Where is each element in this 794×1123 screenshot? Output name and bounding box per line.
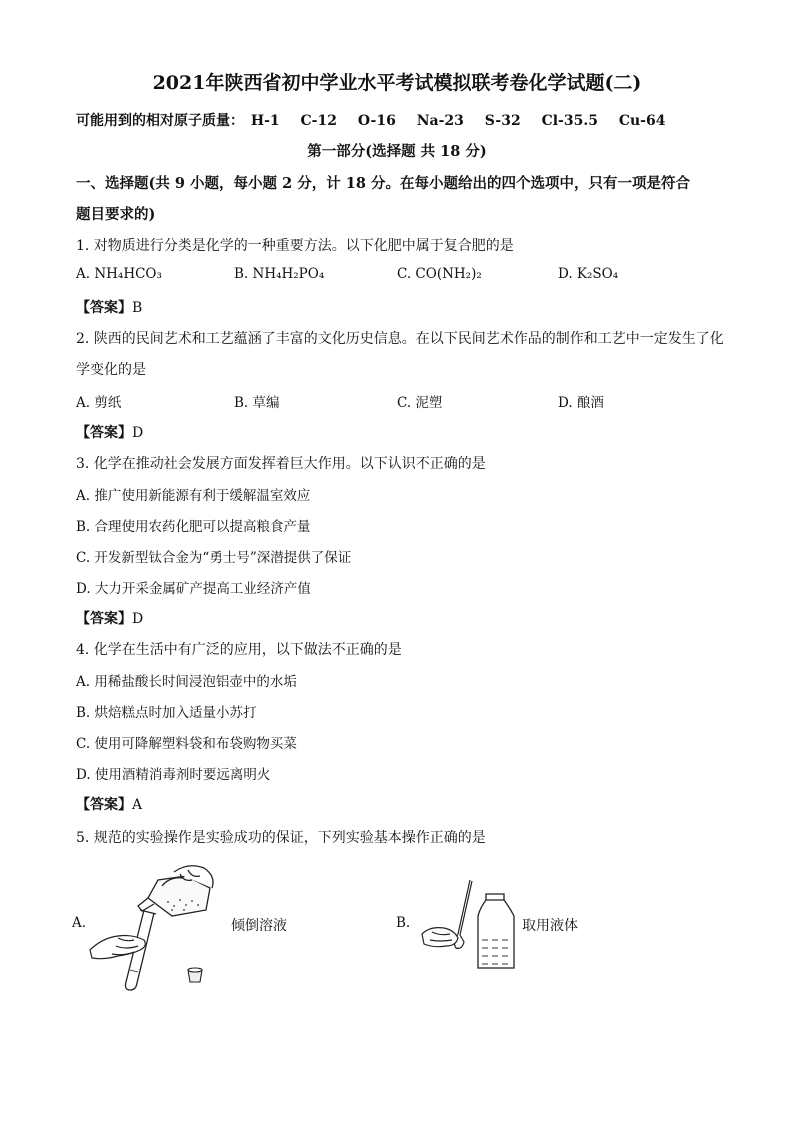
- question-4-stem: 4. 化学在生活中有广泛的应用，以下做法不正确的是: [76, 642, 402, 658]
- page-title: 2021年陕西省初中学业水平考试模拟联考卷化学试题(二): [152, 72, 642, 94]
- atomic-mass-item: Cl-35.5: [541, 113, 598, 129]
- question-2-option-a: A. 剪纸: [76, 395, 122, 411]
- question-2-option-b: B. 草编: [234, 395, 280, 411]
- question-1-option-d: D. K₂SO₄: [558, 266, 619, 282]
- pouring-solution-illustration: [88, 858, 228, 993]
- question-1-option-b: B. NH₄H₂PO₄: [234, 266, 325, 282]
- atomic-masses-label: 可能用到的相对原子质量：: [76, 113, 244, 129]
- question-4-option-c: C. 使用可降解塑料袋和布袋购物买菜: [76, 736, 297, 752]
- question-1-answer: [76, 297, 142, 317]
- answer-label: 【答案】: [76, 300, 132, 316]
- question-4-option-a: A. 用稀盐酸长时间浸泡铝壶中的水垢: [76, 674, 297, 690]
- question-3-answer: [76, 608, 143, 628]
- atomic-mass-item: H-1: [250, 113, 280, 129]
- atomic-mass-item: Na-23: [416, 113, 464, 129]
- answer-value: A: [132, 797, 143, 813]
- question-1-option-a: A. NH₄HCO₃: [76, 266, 162, 282]
- answer-label: 【答案】: [76, 797, 132, 813]
- atomic-mass-item: S-32: [484, 113, 521, 129]
- question-4-option-b: B. 烘焙糕点时加入适量小苏打: [76, 705, 257, 721]
- question-2-stem-line1: 2. 陕西的民间艺术和工艺蕴涵了丰富的文化历史信息。在以下民间艺术作品的制作和工艺中一定发生了化: [76, 331, 724, 347]
- question-5-option-b-letter: B.: [396, 915, 411, 931]
- part-heading: 第一部分(选择题 共 18 分): [307, 143, 487, 160]
- section-heading-line2: 题目要求的): [76, 206, 156, 223]
- question-5-option-b-caption: 取用液体: [522, 918, 578, 934]
- question-1-stem: 1. 对物质进行分类是化学的一种重要方法。以下化肥中属于复合肥的是: [76, 238, 514, 254]
- atomic-mass-item: Cu-64: [618, 113, 666, 129]
- question-1-option-c: C. CO(NH₂)₂: [397, 266, 482, 282]
- answer-value: D: [132, 611, 144, 627]
- question-3-option-c: C. 开发新型钛合金为“勇士号”深潜提供了保证: [76, 550, 352, 566]
- answer-label: 【答案】: [76, 425, 132, 441]
- question-2-option-c: C. 泥塑: [397, 395, 443, 411]
- question-3-option-b: B. 合理使用农药化肥可以提高粮食产量: [76, 519, 311, 535]
- question-5-option-a-letter: A.: [72, 915, 87, 931]
- dropper-liquid-illustration: [420, 878, 520, 973]
- question-2-answer: [76, 422, 143, 442]
- answer-value: B: [132, 300, 143, 316]
- question-4-answer: [76, 794, 142, 814]
- question-4-option-d: D. 使用酒精消毒剂时要远离明火: [76, 767, 271, 783]
- question-3-option-a: A. 推广使用新能源有利于缓解温室效应: [76, 488, 311, 504]
- atomic-masses-line: [76, 110, 681, 130]
- question-2-stem-line2: 学变化的是: [76, 362, 146, 378]
- atomic-mass-item: C-12: [300, 113, 337, 129]
- question-3-option-d: D. 大力开采金属矿产提高工业经济产值: [76, 581, 311, 597]
- question-5-stem: 5. 规范的实验操作是实验成功的保证，下列实验基本操作正确的是: [76, 830, 486, 846]
- section-heading-line1: 一、选择题(共 9 小题，每小题 2 分，计 18 分。在每小题给出的四个选项中，只有一项是符合: [76, 175, 691, 192]
- question-2-option-d: D. 酿酒: [558, 395, 604, 411]
- question-3-stem: 3. 化学在推动社会发展方面发挥着巨大作用。以下认识不正确的是: [76, 456, 486, 472]
- answer-label: 【答案】: [76, 611, 132, 627]
- atomic-mass-item: O-16: [357, 113, 396, 129]
- question-5-option-a-caption: 倾倒溶液: [231, 918, 287, 934]
- answer-value: D: [132, 425, 144, 441]
